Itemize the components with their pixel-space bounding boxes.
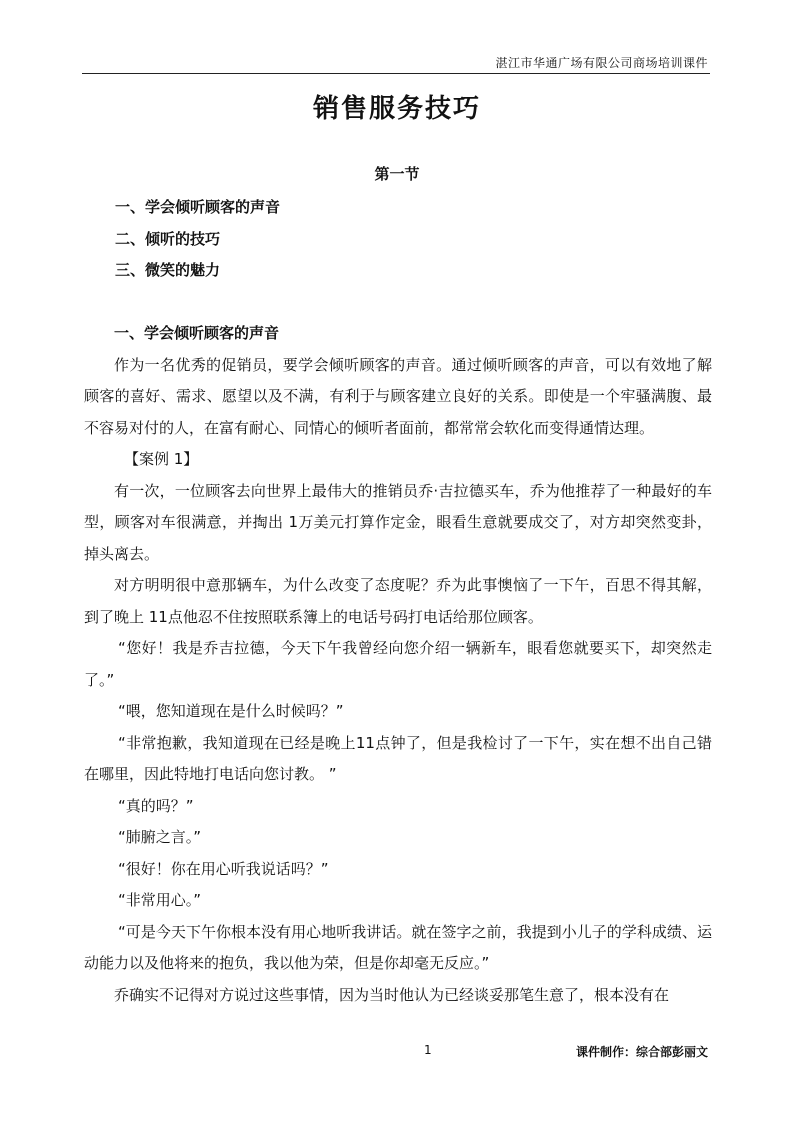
paragraph: 乔确实不记得对方说过这些事情，因为当时他认为已经谈妥那笔生意了，根本没有在 — [114, 985, 670, 1004]
footer-credit: 课件制作：综合部彭丽文 — [575, 1045, 708, 1059]
dialogue-line: “喂，您知道现在是什么时候吗？” — [118, 702, 344, 720]
paragraph: 有一次，一位顾客去向世界上最伟大的推销员乔·吉拉德买车，乔为他推荐了一种最好的车型，顾客对车很满意，并掏出 1万美元打算作定金，眼看生意就要成交了，对方却突然变卦，掉头离去。 — [84, 481, 712, 563]
outline-item: 三、微笑的魅力 — [115, 261, 221, 279]
body-content — [84, 318, 712, 1011]
paragraph: 作为一名优秀的促销员，要学会倾听顾客的声音。通过倾听顾客的声音，可以有效地了解顾客的喜好、需求、愿望以及不满，有利于与顾客建立良好的关系。即使是一个牢骚满腹、最不容易对付的人，在富有耐心、同情心的倾听者面前，都常常会软化而变得通情达理。 — [84, 355, 712, 437]
dialogue-line: “非常抱歉，我知道现在已经是晚上11点钟了，但是我检讨了一下午，实在想不出自己错在哪里，因此特地打电话向您讨教。 ” — [84, 733, 712, 783]
case-label: 【案例 1】 — [124, 450, 199, 468]
page-number: 1 — [424, 1043, 432, 1057]
dialogue-line: “非常用心。” — [118, 891, 202, 909]
section-title: 第一节 — [374, 165, 420, 183]
dialogue-line: “真的吗？” — [118, 796, 194, 815]
document-title: 销售服务技巧 — [312, 94, 481, 124]
page-header-text: 湛江市华通广场有限公司商场培训课件 — [495, 56, 708, 70]
dialogue-line: “很好！你在用心听我说话吗？” — [118, 859, 329, 878]
paragraph: 对方明明很中意那辆车，为什么改变了态度呢？乔为此事懊恼了一下午，百思不得其解，到了晚上 11点他忍不住按照联系簿上的电话号码打电话给那位顾客。 — [84, 576, 712, 626]
dialogue-line: “您好！我是乔吉拉德，今天下午我曾经向您介绍一辆新车，眼看您就要买下，却突然走了。” — [84, 639, 712, 689]
outline-item: 一、学会倾听顾客的声音 — [115, 198, 281, 216]
body-heading: 一、学会倾听顾客的声音 — [114, 324, 280, 342]
header-rule — [82, 73, 710, 74]
outline-item: 二、倾听的技巧 — [115, 230, 221, 248]
dialogue-line: “肺腑之言。” — [118, 828, 202, 846]
dialogue-line: “可是今天下午你根本没有用心地听我讲话。就在签字之前，我提到小儿子的学科成绩、运动能力以及他将来的抱负，我以他为荣，但是你却毫无反应。” — [84, 922, 712, 972]
